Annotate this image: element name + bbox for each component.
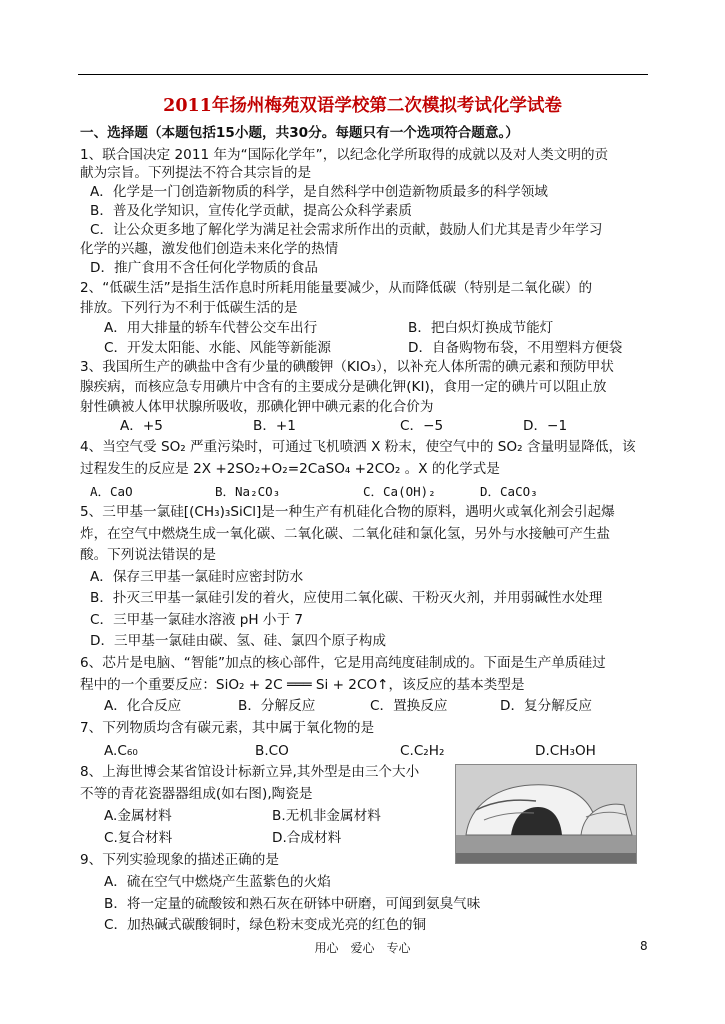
q1-option-c: C．让公众更多地了解化学为满足社会需求所作出的贡献，鼓励人们尤其是青少年学习 <box>90 222 603 238</box>
page-number: 8 <box>640 939 648 953</box>
q3-option-a: A．+5 <box>120 418 163 434</box>
q9-option-c: C．加热碱式碳酸铜时，绿色粉末变成光亮的红色的铜 <box>104 917 427 933</box>
q2-option-d: D．自备购物布袋，不用塑料方便袋 <box>408 340 623 356</box>
q8-stem-line1: 8、上海世博会某省馆设计标新立异,其外型是由三个大小 <box>80 764 420 780</box>
q3-stem-line2: 腺疾病，而核应急专用碘片中含有的主要成分是碘化钾(KI)，食用一定的碘片可以阻止放 <box>80 379 607 395</box>
q7-option-c: C.C₂H₂ <box>400 743 445 759</box>
q4-option-d: D．CaCO₃ <box>480 484 538 499</box>
q8-option-c: C.复合材料 <box>104 830 173 846</box>
page-footer: 用心 爱心 专心 <box>314 941 411 955</box>
q7-option-b: B.CO <box>255 743 289 759</box>
q9-option-a: A．硫在空气中燃烧产生蓝紫色的火焰 <box>104 874 331 890</box>
q9-option-b: B．将一定量的硫酸铵和熟石灰在研钵中研磨，可闻到氨臭气味 <box>104 896 481 912</box>
q2-stem-line2: 排放。下列行为不利于低碳生活的是 <box>80 300 298 316</box>
q6-option-c: C．置换反应 <box>370 698 448 714</box>
q6-option-b: B．分解反应 <box>238 698 316 714</box>
q7-option-a: A.C₆₀ <box>104 743 138 759</box>
q1-option-c-cont: 化学的兴趣，激发他们创造未来化学的热情 <box>80 241 339 257</box>
q3-stem-line1: 3、我国所生产的碘盐中含有少量的碘酸钾（KIO₃），以补充人体所需的碘元素和预防甲状 <box>80 359 614 375</box>
q5-stem-line1: 5、三甲基一氯硅[(CH₃)₃SiCl]是一种生产有机硅化合物的原料，遇明火或氧化剂会引起爆 <box>80 504 615 520</box>
q1-stem-line1: 1、联合国决定 2011 年为“国际化学年”，以纪念化学所取得的成就以及对人类文明的贡 <box>80 147 609 163</box>
exam-title: 2011年扬州梅苑双语学校第二次模拟考试化学试卷 <box>163 96 562 116</box>
q3-stem-line3: 射性碘被人体甲状腺所吸收，那碘化钾中碘元素的化合价为 <box>80 399 434 415</box>
q5-stem-line2: 炸，在空气中燃烧生成一氧化碳、二氧化碳、二氧化硅和氯化氢，另外与水接触可产生盐 <box>80 526 611 542</box>
q6-option-d: D．复分解反应 <box>500 698 593 714</box>
q2-option-b: B．把白炽灯换成节能灯 <box>408 320 554 336</box>
pavilion-photo <box>455 764 637 864</box>
q4-stem-line1: 4、当空气受 SO₂ 严重污染时，可通过飞机喷洒 X 粉末，使空气中的 SO₂ 含量明显降低，该 <box>80 439 636 455</box>
q5-option-c: C．三甲基一氯硅水溶液 pH 小于 7 <box>90 612 304 628</box>
pavilion-illustration <box>456 765 636 863</box>
q1-option-a: A．化学是一门创造新物质的科学，是自然科学中创造新物质最多的科学领域 <box>90 184 548 200</box>
q5-option-a: A．保存三甲基一氯硅时应密封防水 <box>90 569 304 585</box>
q7-stem-line1: 7、下列物质均含有碳元素，其中属于氧化物的是 <box>80 720 375 736</box>
q9-stem-line1: 9、下列实验现象的描述正确的是 <box>80 852 279 868</box>
q2-option-a: A．用大排量的轿车代替公交车出行 <box>104 320 318 336</box>
q4-option-b: B．Na₂CO₃ <box>215 484 281 499</box>
q2-stem-line1: 2、“低碳生活”是指生活作息时所耗用能量要减少，从而降低碳（特别是二氧化碳）的 <box>80 280 593 296</box>
q6-option-a: A．化合反应 <box>104 698 182 714</box>
q7-option-d: D.CH₃OH <box>535 743 596 759</box>
q1-option-d: D．推广食用不含任何化学物质的食品 <box>90 260 318 276</box>
q1-option-b: B．普及化学知识，宣传化学贡献，提高公众科学素质 <box>90 203 412 219</box>
q1-stem-line2: 献为宗旨。下列提法不符合其宗旨的是 <box>80 165 312 181</box>
q5-option-b: B．扑灭三甲基一氯硅引发的着火，应使用二氧化碳、干粉灭火剂，并用弱碱性水处理 <box>90 590 603 606</box>
q8-stem-line2: 不等的青花瓷器器组成(如右图),陶瓷是 <box>80 786 313 802</box>
q2-option-c: C．开发太阳能、水能、风能等新能源 <box>104 340 331 356</box>
q6-stem-line1: 6、芯片是电脑、“智能”加点的核心部件，它是用高纯度硅制成的。下面是生产单质硅过 <box>80 655 606 671</box>
q5-option-d: D．三甲基一氯硅由碳、氢、硅、氯四个原子构成 <box>90 633 386 649</box>
q4-option-a: A．CaO <box>90 484 133 499</box>
header-rule <box>78 74 648 75</box>
q3-option-d: D．−1 <box>523 418 568 434</box>
q5-stem-line3: 酸。下列说法错误的是 <box>80 547 216 563</box>
q8-option-b: B.无机非金属材料 <box>272 808 381 824</box>
q8-option-d: D.合成材料 <box>272 830 342 846</box>
q3-option-c: C．−5 <box>400 418 444 434</box>
q4-option-c: C．Ca(OH)₂ <box>363 484 436 499</box>
q8-option-a: A.金属材料 <box>104 808 172 824</box>
q4-stem-line2: 过程发生的反应是 2X +2SO₂+O₂=2CaSO₄ +2CO₂ 。X 的化学式是 <box>80 461 500 477</box>
q6-stem-line2: 程中的一个重要反应：SiO₂ + 2C ═══ Si + 2CO↑，该反应的基本类型是 <box>80 677 525 693</box>
q3-option-b: B．+1 <box>253 418 296 434</box>
section-heading: 一、选择题（本题包括15小题，共30分。每题只有一个选项符合题意。） <box>80 125 519 141</box>
